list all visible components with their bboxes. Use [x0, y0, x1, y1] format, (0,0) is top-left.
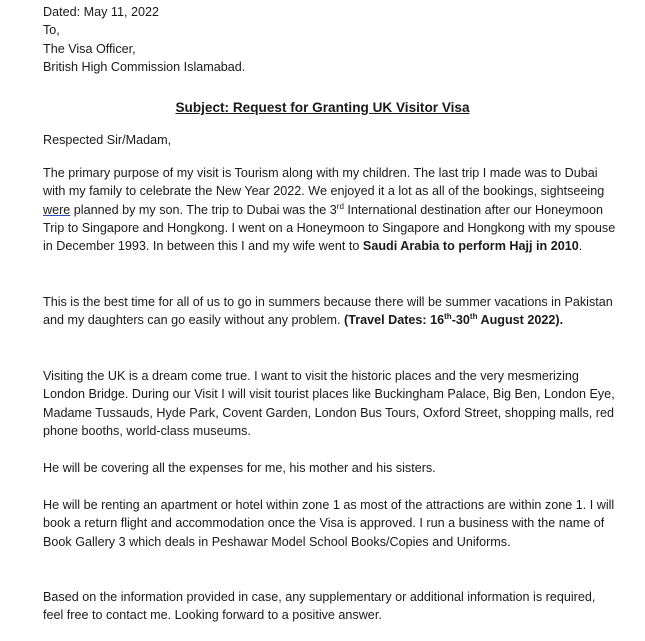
letter-header — [43, 3, 618, 76]
paragraph-travel-dates: This is the best time for all of us to go in summers because there will be summer vacations in Pakistan and my daughters can go easily without any problem. (Travel Dates: 16th-30th August 2022). — [43, 295, 613, 328]
paragraph-expenses: He will be covering all the expenses for me, his mother and his sisters. — [43, 461, 436, 475]
office-line: British High Commission Islamabad. — [43, 59, 246, 74]
paragraph-trip-history: The primary purpose of my visit is Tourism along with my children. The last trip I made was to Dubai with my family to celebrate the New Year 2022. We enjoyed it a lot as all of the bookings, sightseeing were planned by my son. The trip to Dubai was the 3rd International destination after our Honeymoon Trip to Singapore and Hongkong. I went on a Honeymoon to Singapore and Hongkong with my spouse in December 1993. In between this I and my wife went to Saudi Arabia to perform Hajj in 2010. — [43, 166, 616, 254]
recipient-line: The Visa Officer, — [43, 41, 136, 56]
hajj-highlight: Saudi Arabia to perform Hajj in 2010 — [362, 239, 579, 254]
subject-heading: Subject: Request for Granting UK Visitor Visa — [175, 100, 470, 115]
paragraph-closing: Based on the information provided in case, any supplementary or additional information is required, feel free to contact me. Looking forward to a positive answer. — [43, 590, 596, 623]
spellcheck-word: were — [43, 202, 71, 217]
date-line: Dated: May 11, 2022 — [43, 5, 159, 19]
salutation: Respected Sir/Madam, — [43, 133, 172, 147]
paragraph-accommodation: He will be renting an apartment or hotel within zone 1 as most of the attractions are within zone 1. I will book a return flight and accommodation once the Visa is approved. I run a business with the name of Book Gallery 3 which deals in Peshawar Model School Books/Copies and Uniforms. — [43, 498, 615, 549]
paragraph-places-to-visit: Visiting the UK is a dream come true. I want to visit the historic places and the very mesmerizing London Bridge. During our Visit I will visit tourist places like Buckingham Palace, Big Ben, London Eye, Madame Tussauds, Hyde Park, Covent Garden, London Bus Tours, Oxford Street, shopping malls, red phone booths, world-class museums. — [43, 369, 615, 438]
to-line: To, — [43, 23, 60, 38]
travel-dates: (Travel Dates: 16th-30th August 2022). — [344, 312, 564, 328]
